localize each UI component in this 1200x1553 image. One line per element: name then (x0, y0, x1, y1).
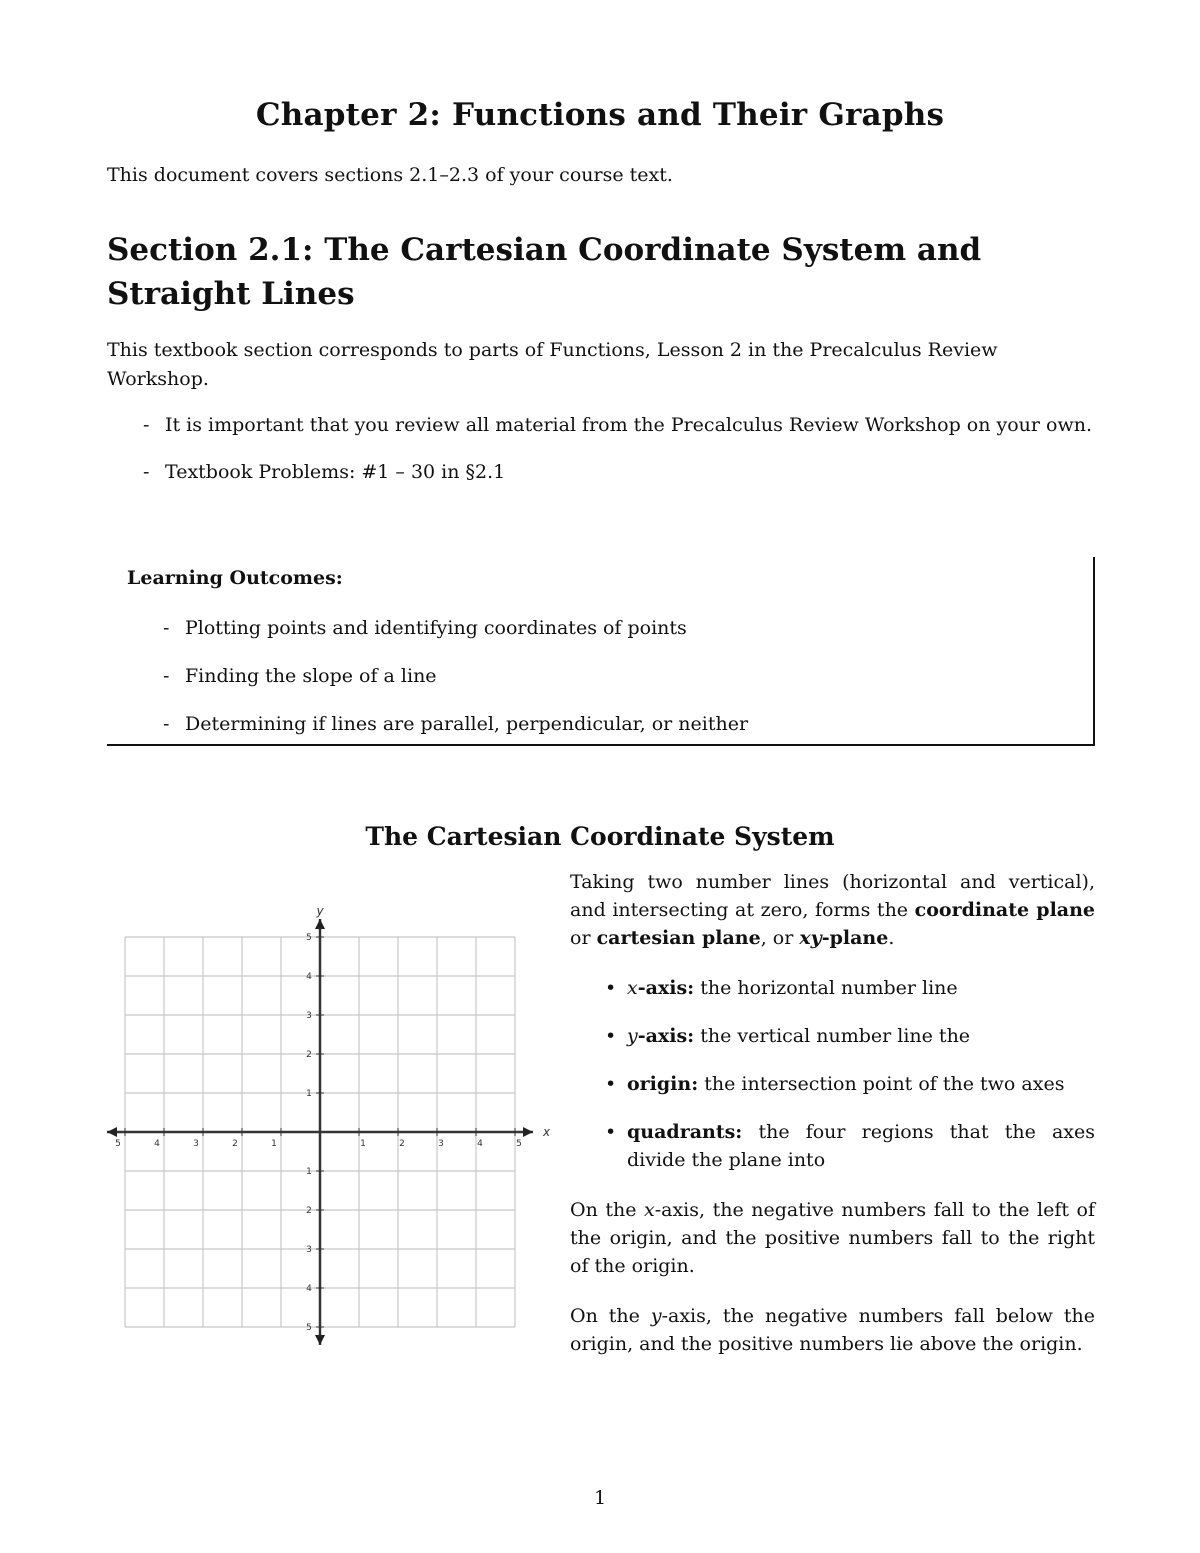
y-tick-label: 3 (306, 1245, 312, 1255)
coordinate-grid (100, 895, 550, 1355)
list-item: - Finding the slope of a line (163, 662, 1063, 691)
x-tick-label: 4 (154, 1139, 160, 1149)
y-tick-label: 5 (306, 1323, 312, 1333)
y-axis-arrow-down (315, 1335, 325, 1345)
x-tick-label: 1 (271, 1139, 277, 1149)
list-item: • origin: the intersection point of the two axes (627, 1070, 1095, 1098)
list-item: - Textbook Problems: #1 – 30 in §2.1 (143, 458, 1098, 487)
y-tick-label: 4 (306, 972, 312, 982)
axes (107, 919, 533, 1345)
y-axis-arrow-up (315, 919, 325, 929)
x-tick-label: 2 (399, 1139, 405, 1149)
y-tick-label: 4 (306, 1284, 312, 1294)
y-tick-label: 2 (306, 1050, 312, 1060)
y-tick-label: 1 (306, 1167, 312, 1177)
x-axis-paragraph: On the x-axis, the negative numbers fall to the left of the origin, and the positive numbers fall to the right of the origin. (570, 1199, 1095, 1277)
learning-outcomes-list (163, 614, 1063, 758)
page-number: 1 (593, 1487, 607, 1509)
list-item: • x-axis: the horizontal number line (627, 974, 1095, 1002)
list-item: • quadrants: the four regions that the axes divide the plane into (627, 1118, 1095, 1174)
coordinate-system-title: The Cartesian Coordinate System (365, 822, 835, 851)
x-tick-label: 5 (115, 1139, 121, 1149)
list-item: - Determining if lines are parallel, perpendicular, or neither (163, 710, 1063, 739)
list-item: • y-axis: the vertical number line the (627, 1022, 1095, 1050)
intro-text: This document covers sections 2.1–2.3 of your course text. (107, 164, 673, 186)
learning-outcomes-title: Learning Outcomes: (127, 567, 343, 589)
review-list (143, 411, 1098, 505)
y-axis-label: y (316, 904, 324, 918)
list-item: - Plotting points and identifying coordinates of points (163, 614, 1063, 643)
y-tick-label: 3 (306, 1011, 312, 1021)
x-tick-label: 3 (193, 1139, 199, 1149)
section-title: Section 2.1: The Cartesian Coordinate System and Straight Lines (107, 232, 982, 312)
x-tick-label: 3 (438, 1139, 444, 1149)
x-tick-label: 5 (516, 1139, 522, 1149)
x-tick-label: 2 (232, 1139, 238, 1149)
x-axis-label: x (543, 1125, 550, 1139)
y-tick-label: 1 (306, 1089, 312, 1099)
chapter-title: Chapter 2: Functions and Their Graphs (255, 97, 945, 133)
x-tick-label: 4 (477, 1139, 483, 1149)
x-axis-arrow-right (523, 1127, 533, 1137)
section-description: This textbook section corresponds to parts of Functions, Lesson 2 in the Precalculus Review Workshop. (107, 339, 998, 390)
axis-definitions (570, 974, 1095, 1174)
coordinate-plane-definition: Taking two number lines (horizontal and vertical), and intersecting at zero, forms the coordinate plane or cartesian plane, or xy-plane. (570, 871, 1095, 949)
y-tick-label: 2 (306, 1206, 312, 1216)
learning-outcomes-box (107, 557, 1095, 746)
x-axis-arrow-left (107, 1127, 117, 1137)
y-tick-label: 5 (306, 933, 312, 943)
x-tick-label: 1 (360, 1139, 366, 1149)
coordinate-system-text (570, 868, 1095, 1380)
list-item: - It is important that you review all material from the Precalculus Review Workshop on your own. (143, 411, 1098, 440)
y-axis-paragraph: On the y-axis, the negative numbers fall below the origin, and the positive numbers lie above the origin. (570, 1305, 1096, 1355)
